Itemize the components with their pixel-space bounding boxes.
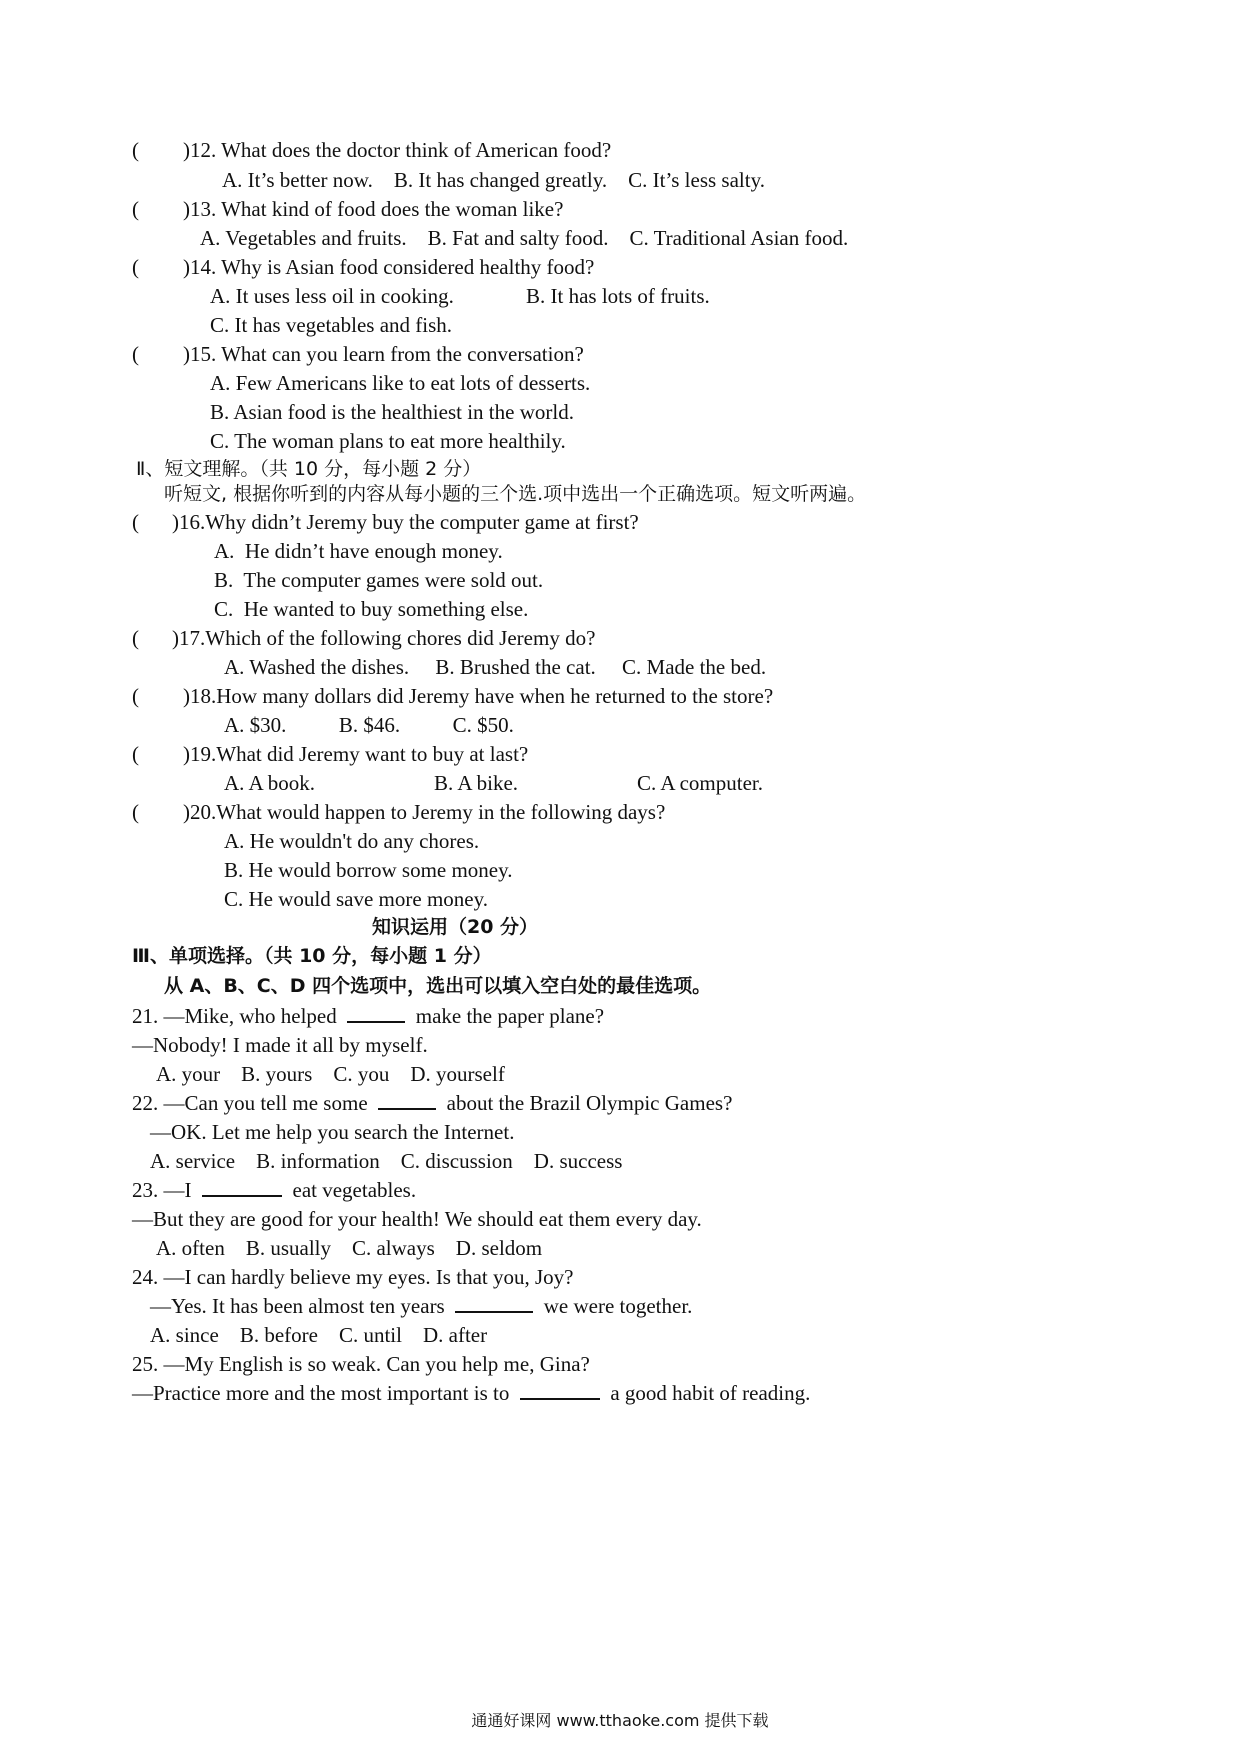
option-16-b: B. The computer games were sold out. [214,568,544,592]
answer-blank [202,1177,282,1197]
option-16-c: C. He wanted to buy something else. [214,597,529,621]
answer-paren: ( [132,510,139,534]
option-14-a: A. It uses less oil in cooking. [210,284,454,308]
options-12: A. It’s better now. B. It has changed greatly. C. It’s less salty. [222,168,765,192]
question-25: 25. —My English is so weak. Can you help me, Gina? [132,1352,590,1376]
option-16-a: A. He didn’t have enough money. [214,539,503,563]
option-20-a: A. He wouldn't do any chores. [224,829,480,853]
question-16: )16.Why didn’t Jeremy buy the computer game at first? [172,510,639,534]
section-3-heading: Ⅲ、单项选择。（共 10 分，每小题 1 分） [132,945,492,967]
answer-paren: ( [132,138,139,162]
answer-blank [347,1003,405,1023]
option-15-a: A. Few Americans like to eat lots of desserts. [210,371,591,395]
section-2-heading: Ⅱ、短文理解。（共 10 分，每小题 2 分） [136,458,482,480]
answer-paren: ( [132,626,139,650]
option-19-c: C. A computer. [637,771,763,795]
answer-paren: ( [132,800,139,824]
reply-24: —Yes. It has been almost ten years we were together. [150,1294,693,1318]
question-21: 21. —Mike, who helped make the paper plane? [132,1004,605,1028]
option-20-b: B. He would borrow some money. [224,858,513,882]
options-13: A. Vegetables and fruits. B. Fat and salty food. C. Traditional Asian food. [200,226,849,250]
option-19-b: B. A bike. [434,771,519,795]
section-2-instruction: 听短文, 根据你听到的内容从每小题的三个选.项中选出一个正确选项。短文听两遍。 [164,483,867,505]
question-19: )19.What did Jeremy want to buy at last? [183,742,529,766]
question-17: )17.Which of the following chores did Jeremy do? [172,626,596,650]
options-23: A. often B. usually C. always D. seldom [156,1236,543,1260]
option-15-b: B. Asian food is the healthiest in the world. [210,400,574,424]
footer-credit: 通通好课网 www.tthaoke.com 提供下载 [471,1711,769,1730]
answer-blank [378,1090,436,1110]
answer-paren: ( [132,684,139,708]
option-14-b: B. It has lots of fruits. [526,284,710,308]
question-24: 24. —I can hardly believe my eyes. Is that you, Joy? [132,1265,574,1289]
question-23: 23. —I eat vegetables. [132,1178,417,1202]
answer-paren: ( [132,342,139,366]
option-14-c: C. It has vegetables and fish. [210,313,453,337]
question-20: )20.What would happen to Jeremy in the following days? [183,800,666,824]
reply-21: —Nobody! I made it all by myself. [132,1033,428,1057]
options-18: A. $30. B. $46. C. $50. [224,713,514,737]
options-24: A. since B. before C. until D. after [150,1323,488,1347]
question-22: 22. —Can you tell me some about the Brazil Olympic Games? [132,1091,733,1115]
answer-paren: ( [132,197,139,221]
reply-25: —Practice more and the most important is to a good habit of reading. [132,1381,811,1405]
answer-blank [520,1380,600,1400]
answer-paren: ( [132,255,139,279]
reply-22: —OK. Let me help you search the Internet. [150,1120,515,1144]
option-20-c: C. He would save more money. [224,887,488,911]
question-14: )14. Why is Asian food considered healthy food? [183,255,595,279]
question-12: )12. What does the doctor think of American food? [183,138,612,162]
section-3-instruction: 从 A、B、C、D 四个选项中，选出可以填入空白处的最佳选项。 [164,975,712,997]
options-22: A. service B. information C. discussion D. success [150,1149,623,1173]
question-13: )13. What kind of food does the woman like? [183,197,564,221]
section-title: 知识运用（20 分） [372,916,539,938]
answer-blank [455,1293,533,1313]
reply-23: —But they are good for your health! We should eat them every day. [132,1207,702,1231]
option-19-a: A. A book. [224,771,316,795]
options-17: A. Washed the dishes. B. Brushed the cat. C. Made the bed. [224,655,767,679]
question-18: )18.How many dollars did Jeremy have when he returned to the store? [183,684,774,708]
question-15: )15. What can you learn from the conversation? [183,342,584,366]
options-21: A. your B. yours C. you D. yourself [156,1062,505,1086]
answer-paren: ( [132,742,139,766]
option-15-c: C. The woman plans to eat more healthily. [210,429,566,453]
